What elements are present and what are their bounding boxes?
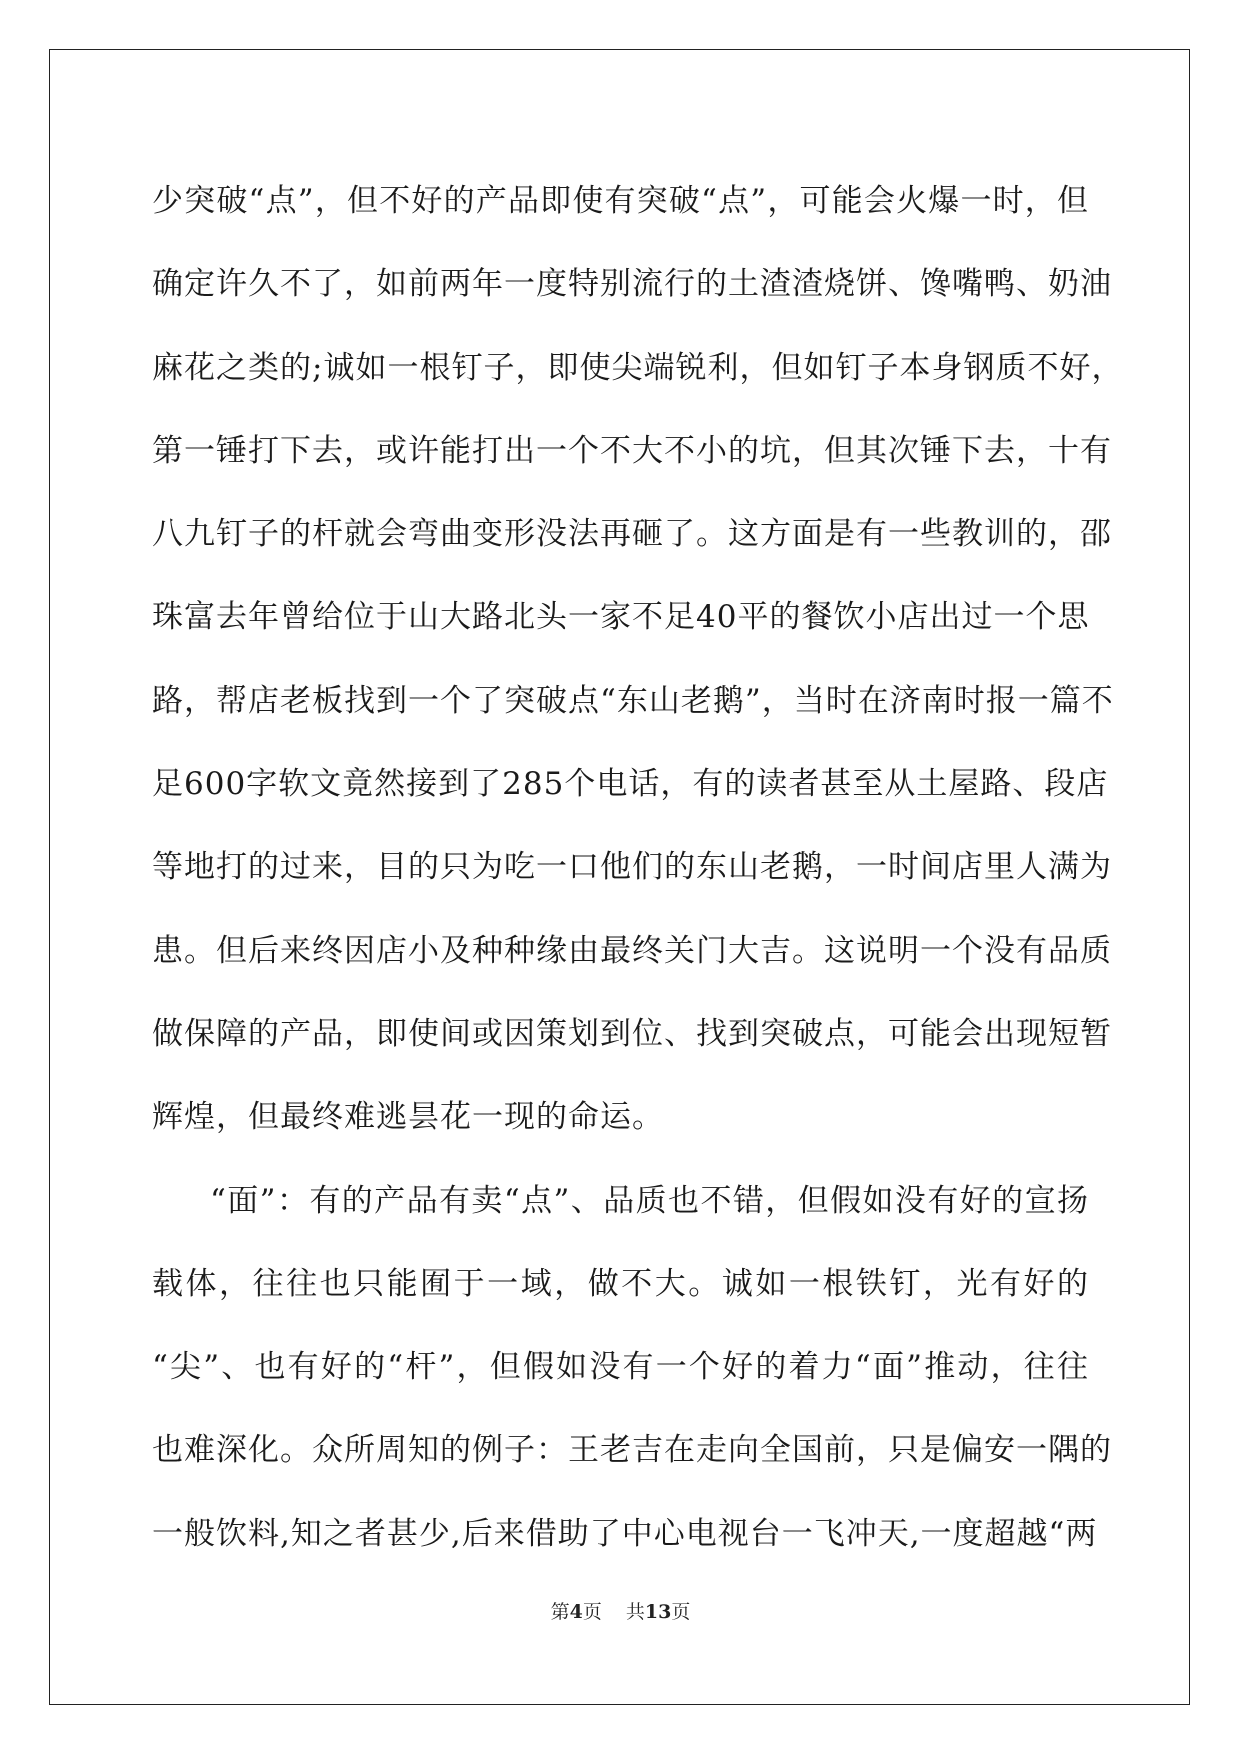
body-line: 麻花之类的;诚如一根钉子，即使尖端锐利，但如钉子本身钢质不好， (152, 349, 1124, 386)
total-suffix: 页 (671, 1601, 691, 1623)
body-line: 也难深化。众所周知的例子：王老吉在走向全国前，只是偏安一隅的 (152, 1432, 1112, 1469)
body-line: 做保障的产品，即使间或因策划到位、找到突破点，可能会出现短暂 (152, 1015, 1112, 1052)
body-line: “尖”、也有好的“杆”，但假如没有一个好的着力“面”推动，往往 (152, 1349, 1089, 1386)
document-body (152, 160, 1124, 1576)
page-suffix: 页 (582, 1601, 602, 1623)
body-line: 路，帮店老板找到一个了突破点“东山老鹅”，当时在济南时报一篇不 (152, 682, 1114, 719)
body-line: 八九钉子的杆就会弯曲变形没法再砸了。这方面是有一些教训的，邵 (152, 516, 1112, 553)
body-line-indented: “面”：有的产品有卖“点”、品质也不错，但假如没有好的宣扬 (210, 1182, 1089, 1219)
total-prefix: 共 (625, 1601, 645, 1623)
body-line: 患。但后来终因店小及种种缘由最终关门大吉。这说明一个没有品质 (152, 932, 1112, 969)
body-line: 确定许久不了，如前两年一度特别流行的土渣渣烧饼、馋嘴鸭、奶油 (152, 266, 1112, 303)
page-number: 4 (569, 1601, 583, 1623)
body-line: 一般饮料,知之者甚少,后来借助了中心电视台一飞冲天,一度超越“两 (152, 1515, 1098, 1552)
page-footer (0, 1597, 1241, 1624)
total-pages: 13 (644, 1601, 672, 1623)
body-line: 等地打的过来，目的只为吃一口他们的东山老鹅，一时间店里人满为 (152, 849, 1112, 886)
body-line: 载体，往往也只能囿于一域，做不大。诚如一根铁钉，光有好的 (152, 1265, 1089, 1302)
body-line: 珠富去年曾给位于山大路北头一家不足40平的餐饮小店出过一个思 (152, 599, 1090, 636)
page-prefix: 第 (550, 1601, 570, 1623)
body-line-paragraph-end: 辉煌，但最终难逃昙花一现的命运。 (152, 1099, 664, 1136)
body-line: 第一锤打下去，或许能打出一个不大不小的坑，但其次锤下去，十有 (152, 432, 1112, 469)
body-line: 少突破“点”，但不好的产品即使有突破“点”，可能会火爆一时，但 (152, 183, 1089, 219)
body-line: 足600字软文竟然接到了285个电话，有的读者甚至从土屋路、段店 (152, 766, 1109, 803)
